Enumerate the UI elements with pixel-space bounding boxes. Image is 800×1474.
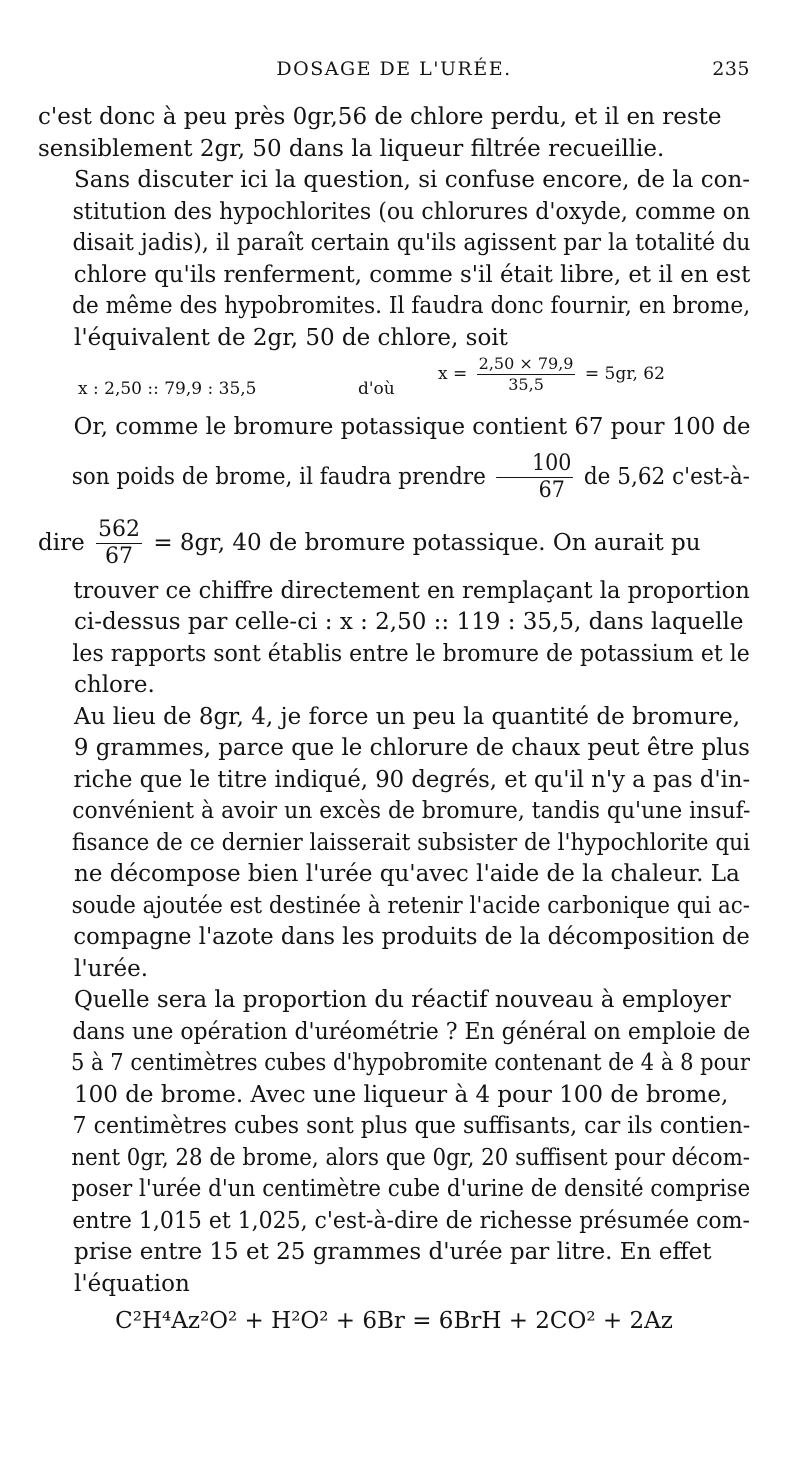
- text-line: compagne l'azote dans les produits de la décomposition de: [73, 924, 750, 950]
- text-line: l'urée.: [74, 955, 149, 982]
- body-text: [38, 102, 750, 1338]
- text-line: stitution des hypochlorites (ou chlorures d'oxyde, comme on: [72, 198, 751, 225]
- proportion-text: x : 2,50 :: 79,9 : 35,5: [78, 379, 257, 399]
- text-line: ne décompose bien l'urée qu'avec l'aide de la chaleur. La: [74, 861, 740, 887]
- fraction-100-67: [496, 453, 573, 502]
- text-line: Or, comme le bromure potassique contient 67 pour 100 de: [73, 414, 751, 440]
- text-segment: son poids de brome, il faudra prendre: [71, 463, 486, 490]
- text-line: 7 centimètres cubes sont plus que suffisants, car ils contien-: [72, 1113, 751, 1139]
- paragraph-4: [38, 702, 750, 986]
- page-header: [38, 58, 750, 102]
- formula-rhs: = 5gr, 62: [584, 364, 665, 384]
- paragraph-1: [38, 102, 750, 165]
- text-line-with-fraction: [38, 510, 750, 576]
- text-segment: de 5,62 c'est-à-: [583, 463, 750, 490]
- paragraph-3: [38, 412, 750, 702]
- page-number: 235: [712, 58, 750, 80]
- chemical-equation: C²H⁴Az²O² + H²O² + 6Br = 6BrH + 2CO² + 2Az: [115, 1308, 673, 1334]
- text-line: ci-dessus par celle-ci : x : 2,50 :: 119 : 35,5, dans laquelle: [74, 609, 744, 635]
- text-line: convénient à avoir un excès de bromure, tandis qu'une insuf-: [72, 798, 751, 824]
- text-line: disait jadis), il paraît certain qu'ils agissent par la totalité du: [72, 230, 751, 256]
- fraction-denominator: 35,5: [508, 375, 544, 394]
- text-line: 9 grammes, parce que le chlorure de chaux peut être plus: [73, 735, 750, 761]
- text-line: Quelle sera la proportion du réactif nouveau à employer: [74, 987, 731, 1013]
- text-line: 100 de brome. Avec une liqueur à 4 pour 100 de brome,: [74, 1081, 729, 1108]
- fraction-numerator: 562: [98, 517, 140, 542]
- text-line: l'équivalent de 2gr, 50 de chlore, soit: [74, 324, 508, 351]
- proportion-formula: [38, 354, 750, 412]
- formula-fraction: [477, 356, 576, 393]
- running-head: DOSAGE DE L'URÉE.: [276, 58, 512, 80]
- text-line: Au lieu de 8gr, 4, je force un peu la quantité de bromure,: [74, 703, 741, 730]
- fraction-denominator: 67: [538, 478, 565, 503]
- fraction-numerator: 2,50 × 79,9: [478, 354, 574, 373]
- text-segment: dire: [38, 529, 85, 556]
- fraction-562-67: [96, 519, 142, 568]
- text-line: de même des hypobromites. Il faudra donc fournir, en brome,: [71, 293, 751, 319]
- book-page: [38, 58, 750, 1338]
- text-segment: = 8gr, 40 de bromure potassique. On aurait pu: [153, 529, 701, 556]
- fraction-numerator: 100: [496, 453, 573, 478]
- text-line: Sans discuter ici la question, si confuse encore, de la con-: [74, 167, 751, 193]
- text-line: trouver ce chiffre directement en remplaçant la proportion: [73, 577, 750, 604]
- text-line: soude ajoutée est destinée à retenir l'acide carbonique qui ac-: [71, 892, 751, 919]
- paragraph-5: [38, 985, 750, 1300]
- dou-text: d'où: [358, 379, 395, 399]
- text-line: dans une opération d'uréométrie ? En général on emploie de: [72, 1018, 751, 1045]
- text-line: fisance de ce dernier laisserait subsister de l'hypochlorite qui: [71, 829, 751, 856]
- text-line: l'équation: [74, 1270, 190, 1297]
- text-line: c'est donc à peu près 0gr,56 de chlore perdu, et il en reste: [38, 104, 722, 130]
- text-line: les rapports sont établis entre le bromure de potassium et le: [72, 640, 750, 667]
- text-line: entre 1,015 et 1,025, c'est-à-dire de richesse présumée com-: [72, 1207, 750, 1234]
- text-line: prise entre 15 et 25 grammes d'urée par litre. En effet: [74, 1239, 712, 1265]
- fraction-denominator: 67: [105, 544, 133, 569]
- text-line: poser l'urée d'un centimètre cube d'urine de densité comprise: [71, 1176, 751, 1202]
- text-line: sensiblement 2gr, 50 dans la liqueur filtrée recueillie.: [38, 135, 665, 162]
- text-line: 5 à 7 centimètres cubes d'hypobromite contenant de 4 à 8 pour: [70, 1050, 750, 1076]
- text-line: riche que le titre indiqué, 90 degrés, et qu'il n'y a pas d'in-: [73, 766, 751, 793]
- paragraph-2: [38, 165, 750, 354]
- text-line-with-fraction: [38, 444, 750, 510]
- text-line: chlore qu'ils renferment, comme s'il était libre, et il en est: [73, 261, 751, 288]
- formula-lhs: x =: [438, 364, 468, 384]
- result-formula: [438, 356, 665, 393]
- text-line: chlore.: [74, 672, 155, 698]
- text-line: nent 0gr, 28 de brome, alors que 0gr, 20 suffisent pour décom-: [71, 1144, 751, 1171]
